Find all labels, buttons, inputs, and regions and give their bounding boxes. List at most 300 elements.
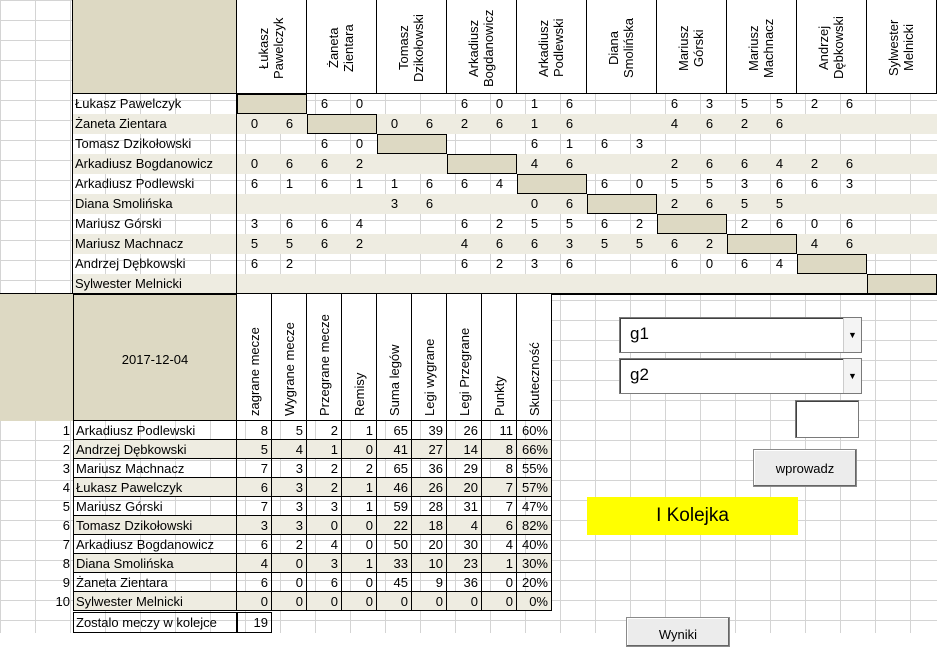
matrix-score-cell[interactable] — [482, 194, 517, 214]
ranking-player-name: Mariusz Górski — [73, 497, 237, 516]
ranking-stat-cell: 7 — [482, 497, 517, 516]
stats-column-header-label: Przegrane mecze — [317, 314, 332, 416]
ranking-stat-cell: 23 — [447, 554, 482, 573]
matrix-score-cell[interactable]: 6 — [600, 176, 609, 191]
matrix-score-cell[interactable] — [272, 194, 307, 214]
matrix-score-cell[interactable] — [902, 174, 937, 194]
player1-combobox[interactable] — [619, 317, 862, 353]
ranking-stat-cell: 0 — [482, 573, 517, 592]
matrix-score-cell[interactable]: 6 — [810, 176, 819, 191]
matrix-score-cell[interactable] — [762, 134, 797, 154]
matrix-score-cell[interactable]: 5 — [587, 234, 622, 254]
matrix-score-cell[interactable]: 6 — [320, 96, 329, 111]
stats-side-block — [0, 294, 73, 421]
matrix-score-cell[interactable]: 6 — [320, 136, 329, 151]
matrix-score-cell[interactable]: 1 — [517, 114, 552, 134]
matrix-score-cell[interactable] — [377, 214, 412, 234]
ranking-stat-cell: 4 — [307, 535, 342, 554]
ranking-stat-cell: 0 — [272, 592, 307, 611]
matrix-score-cell[interactable] — [552, 274, 587, 294]
results-button[interactable]: Wyniki — [626, 617, 730, 647]
matrix-score-cell[interactable]: 5 — [727, 194, 762, 214]
matrix-score-cell[interactable]: 6 — [692, 194, 727, 214]
matrix-score-cell[interactable] — [377, 154, 412, 174]
matrix-score-cell[interactable] — [902, 254, 937, 274]
matrix-score-cell[interactable]: 6 — [412, 194, 447, 214]
matrix-score-cell[interactable]: 2 — [657, 194, 692, 214]
matrix-score-cell[interactable]: 6 — [775, 176, 784, 191]
header-last-name: Dzikołowski — [411, 14, 426, 82]
header-last-name: Górski — [691, 29, 706, 67]
stats-column-header — [517, 294, 552, 421]
matrix-score-cell[interactable] — [797, 194, 832, 214]
ranking-stat-cell: 1 — [342, 554, 377, 573]
matrix-score-cell[interactable] — [902, 154, 937, 174]
matrix-score-cell[interactable]: 1 — [285, 176, 294, 191]
matrix-score-cell[interactable]: 0 — [517, 194, 552, 214]
matrix-column-header-label — [816, 8, 848, 88]
matrix-score-cell[interactable] — [587, 254, 622, 274]
matrix-score-cell[interactable] — [727, 274, 762, 294]
matrix-score-cell[interactable] — [797, 114, 832, 134]
ranking-stat-cell: 0 — [482, 592, 517, 611]
ranking-position: 4 — [62, 480, 70, 495]
matrix-score-cell[interactable]: 6 — [425, 176, 434, 191]
matrix-score-cell[interactable]: 1 — [530, 96, 539, 111]
matrix-score-cell[interactable] — [412, 154, 447, 174]
matrix-score-cell[interactable]: 2 — [727, 114, 762, 134]
matrix-score-cell[interactable]: 5 — [670, 176, 679, 191]
matrix-score-cell[interactable]: 0 — [495, 96, 504, 111]
matrix-row-label: Diana Smolińska — [73, 194, 237, 214]
matrix-score-cell[interactable] — [867, 134, 902, 154]
matrix-score-cell[interactable]: 5 — [237, 234, 272, 254]
matrix-score-cell[interactable]: 3 — [377, 194, 412, 214]
matrix-score-cell[interactable] — [622, 94, 657, 114]
matrix-column-header-label — [396, 8, 428, 88]
matrix-diagonal-cell — [587, 194, 657, 214]
matrix-score-cell[interactable] — [762, 274, 797, 294]
ranking-position: 8 — [62, 556, 70, 571]
matrix-score-cell[interactable] — [867, 254, 902, 274]
matrix-score-cell[interactable]: 5 — [740, 96, 749, 111]
matrix-score-cell[interactable]: 6 — [740, 256, 749, 271]
matrix-score-cell[interactable] — [447, 134, 482, 154]
matrix-score-cell[interactable] — [902, 194, 937, 214]
ranking-stat-cell: 2 — [342, 459, 377, 478]
matrix-score-cell[interactable] — [377, 254, 412, 274]
matrix-score-cell[interactable]: 5 — [272, 234, 307, 254]
matrix-score-cell[interactable]: 0 — [810, 216, 819, 231]
matrix-score-cell[interactable]: 6 — [307, 234, 342, 254]
matrix-score-cell[interactable]: 6 — [692, 114, 727, 134]
stats-column-header-label: Wygrane mecze — [282, 322, 297, 416]
submit-button[interactable]: wprowadz — [753, 449, 857, 487]
matrix-score-cell[interactable] — [447, 194, 482, 214]
matrix-score-cell[interactable]: 6 — [692, 154, 727, 174]
matrix-score-cell[interactable]: 6 — [250, 256, 259, 271]
matrix-row-label: Arkadiusz Podlewski — [73, 174, 237, 194]
matrix-score-cell[interactable]: 2 — [495, 256, 504, 271]
matrix-score-cell[interactable]: 6 — [762, 114, 797, 134]
matrix-column-header-label — [886, 8, 918, 88]
corner-header-cell — [73, 0, 237, 94]
matrix-score-cell[interactable] — [587, 114, 622, 134]
matrix-score-cell[interactable] — [622, 114, 657, 134]
stats-column-header — [272, 294, 307, 421]
ranking-stat-cell: 30% — [517, 554, 552, 573]
matrix-score-cell[interactable]: 3 — [250, 216, 259, 231]
matrix-score-cell[interactable]: 4 — [355, 216, 364, 231]
matrix-score-cell[interactable]: 6 — [600, 216, 609, 231]
matrix-score-cell[interactable]: 2 — [797, 154, 832, 174]
matrix-score-cell[interactable] — [657, 134, 692, 154]
matrix-score-cell[interactable]: 6 — [845, 216, 854, 231]
matrix-score-cell[interactable] — [307, 274, 342, 294]
ranking-stat-cell: 28 — [412, 497, 447, 516]
matrix-column-header — [657, 0, 727, 94]
matrix-score-cell[interactable]: 6 — [460, 96, 469, 111]
stats-column-header-label: Legi wygrane — [422, 338, 437, 416]
header-last-name: Dębkowski — [831, 16, 846, 80]
ranking-position: 7 — [62, 537, 70, 552]
matrix-score-cell[interactable] — [692, 274, 727, 294]
matrix-score-cell[interactable] — [237, 134, 272, 154]
matrix-score-cell[interactable]: 6 — [482, 114, 517, 134]
matrix-score-cell[interactable]: 5 — [705, 176, 714, 191]
matrix-column-header — [797, 0, 867, 94]
ranking-stat-cell: 20% — [517, 573, 552, 592]
matrix-score-cell[interactable]: 2 — [810, 96, 819, 111]
matrix-score-cell[interactable]: 6 — [307, 154, 342, 174]
matrix-score-cell[interactable] — [482, 274, 517, 294]
ranking-stat-cell: 33 — [377, 554, 412, 573]
matrix-score-cell[interactable] — [412, 254, 447, 274]
matrix-score-cell[interactable]: 5 — [775, 96, 784, 111]
matrix-score-cell[interactable] — [902, 114, 937, 134]
ranking-stat-cell: 0 — [342, 573, 377, 592]
matrix-diagonal-cell — [517, 174, 587, 194]
score-input[interactable] — [795, 400, 859, 438]
matrix-score-cell[interactable]: 6 — [670, 256, 679, 271]
matrix-score-cell[interactable] — [412, 234, 447, 254]
matrix-score-cell[interactable] — [622, 274, 657, 294]
ranking-stat-cell: 18 — [412, 516, 447, 535]
matrix-score-cell[interactable] — [342, 274, 377, 294]
ranking-position: 2 — [62, 442, 70, 457]
ranking-stat-cell: 3 — [272, 516, 307, 535]
matrix-score-cell[interactable] — [867, 234, 902, 254]
matrix-score-cell[interactable]: 1 — [355, 176, 364, 191]
matrix-score-cell[interactable] — [587, 154, 622, 174]
matrix-score-cell[interactable]: 0 — [377, 114, 412, 134]
matrix-score-cell[interactable]: 6 — [552, 194, 587, 214]
matrix-score-cell[interactable]: 6 — [832, 154, 867, 174]
matrix-score-cell[interactable] — [412, 274, 447, 294]
matrix-score-cell[interactable]: 5 — [622, 234, 657, 254]
matrix-score-cell[interactable]: 6 — [565, 256, 574, 271]
ranking-stat-cell: 4 — [447, 516, 482, 535]
ranking-stat-cell: 10 — [412, 554, 447, 573]
matrix-score-cell[interactable]: 6 — [517, 234, 552, 254]
matrix-score-cell[interactable] — [692, 134, 727, 154]
matrix-score-cell[interactable]: 6 — [320, 176, 329, 191]
ranking-stat-cell: 82% — [517, 516, 552, 535]
ranking-stat-cell: 30 — [447, 535, 482, 554]
matrix-score-cell[interactable] — [377, 234, 412, 254]
ranking-stat-cell: 2 — [272, 535, 307, 554]
matrix-score-cell[interactable]: 0 — [355, 96, 364, 111]
matrix-row-label: Andrzej Dębkowski — [73, 254, 237, 274]
matrix-score-cell[interactable]: 6 — [482, 234, 517, 254]
ranking-position: 10 — [55, 594, 70, 609]
matrix-score-cell[interactable]: 6 — [412, 114, 447, 134]
matrix-score-cell[interactable] — [902, 234, 937, 254]
matrix-score-cell[interactable] — [412, 214, 447, 234]
ranking-stat-cell: 31 — [447, 497, 482, 516]
matrix-score-cell[interactable]: 4 — [775, 256, 784, 271]
matrix-column-header — [237, 0, 307, 94]
ranking-stat-cell: 20 — [447, 478, 482, 497]
header-last-name: Smolińska — [621, 18, 636, 78]
ranking-stat-cell: 59 — [377, 497, 412, 516]
matrix-score-cell[interactable] — [237, 194, 272, 214]
matrix-score-cell[interactable]: 4 — [495, 176, 504, 191]
ranking-stat-cell: 60% — [517, 421, 552, 440]
matrix-score-cell[interactable]: 2 — [285, 256, 294, 271]
matrix-score-cell[interactable] — [832, 134, 867, 154]
ranking-stat-cell: 14 — [447, 440, 482, 459]
ranking-stat-cell: 0% — [517, 592, 552, 611]
ranking-stat-cell: 1 — [342, 478, 377, 497]
matrix-score-cell[interactable]: 2 — [495, 216, 504, 231]
matrix-score-cell[interactable] — [727, 134, 762, 154]
chevron-down-icon[interactable]: ▼ — [843, 359, 861, 393]
ranking-stat-cell: 5 — [272, 421, 307, 440]
stats-column-header — [412, 294, 447, 421]
matrix-column-header-label — [326, 8, 358, 88]
ranking-stat-cell: 0 — [342, 440, 377, 459]
matrix-score-cell[interactable]: 6 — [460, 256, 469, 271]
matrix-score-cell[interactable]: 5 — [762, 194, 797, 214]
ranking-stat-cell: 3 — [272, 459, 307, 478]
matrix-score-cell[interactable] — [622, 254, 657, 274]
matrix-score-cell[interactable]: 3 — [740, 176, 749, 191]
ranking-stat-cell: 0 — [307, 516, 342, 535]
matrix-score-cell[interactable] — [832, 194, 867, 214]
ranking-stat-cell: 50 — [377, 535, 412, 554]
ranking-stat-cell: 6 — [237, 478, 272, 497]
matrix-score-cell[interactable]: 0 — [355, 136, 364, 151]
matrix-score-cell[interactable] — [237, 274, 272, 294]
matrix-score-cell[interactable] — [867, 94, 902, 114]
matrix-score-cell[interactable]: 2 — [740, 216, 749, 231]
matrix-score-cell[interactable] — [797, 134, 832, 154]
matrix-score-cell[interactable]: 2 — [342, 234, 377, 254]
matrix-score-cell[interactable] — [902, 94, 937, 114]
matrix-score-cell[interactable]: 0 — [705, 256, 714, 271]
stats-column-header-label: Remisy — [352, 372, 367, 416]
ranking-stat-cell: 65 — [377, 459, 412, 478]
matrix-score-cell[interactable]: 6 — [460, 176, 469, 191]
matrix-column-header — [587, 0, 657, 94]
matrix-score-cell[interactable] — [377, 274, 412, 294]
matrix-score-cell[interactable]: 1 — [565, 136, 574, 151]
matrix-diagonal-cell — [447, 154, 517, 174]
matrix-score-cell[interactable]: 3 — [635, 136, 644, 151]
ranking-position: 5 — [62, 499, 70, 514]
matrix-score-cell[interactable]: 2 — [342, 154, 377, 174]
matrix-score-cell[interactable] — [517, 274, 552, 294]
matrix-score-cell[interactable] — [272, 274, 307, 294]
matrix-score-cell[interactable]: 4 — [447, 234, 482, 254]
ranking-stat-cell: 1 — [342, 421, 377, 440]
matrix-score-cell[interactable] — [377, 94, 412, 114]
ranking-stat-cell: 0 — [412, 592, 447, 611]
matrix-score-cell[interactable]: 6 — [727, 154, 762, 174]
matrix-score-cell[interactable] — [867, 194, 902, 214]
stats-column-header — [377, 294, 412, 421]
matrix-score-cell[interactable]: 6 — [600, 136, 609, 151]
matrix-score-cell[interactable]: 6 — [272, 114, 307, 134]
matrix-score-cell[interactable] — [587, 94, 622, 114]
matrix-score-cell[interactable]: 6 — [320, 216, 329, 231]
ranking-player-name: Arkadiusz Bogdanowicz — [73, 535, 237, 554]
matrix-column-header-label — [536, 8, 568, 88]
header-first-name: Diana — [606, 31, 621, 65]
matrix-score-cell[interactable]: 3 — [705, 96, 714, 111]
matrix-score-cell[interactable]: 3 — [552, 234, 587, 254]
matrix-row-label: Mariusz Górski — [73, 214, 237, 234]
matrix-score-cell[interactable]: 2 — [692, 234, 727, 254]
matrix-score-cell[interactable] — [342, 194, 377, 214]
ranking-stat-cell: 1 — [307, 440, 342, 459]
matrix-score-cell[interactable]: 6 — [832, 234, 867, 254]
matrix-score-cell[interactable] — [657, 274, 692, 294]
matrix-score-cell[interactable]: 6 — [775, 216, 784, 231]
matrix-score-cell[interactable] — [867, 174, 902, 194]
matrix-score-cell[interactable]: 3 — [530, 256, 539, 271]
ranking-stat-cell: 22 — [377, 516, 412, 535]
matrix-score-cell[interactable] — [307, 194, 342, 214]
matrix-score-cell[interactable]: 6 — [565, 96, 574, 111]
matrix-score-cell[interactable] — [832, 114, 867, 134]
ranking-stat-cell: 1 — [482, 554, 517, 573]
matrix-score-cell[interactable]: 1 — [390, 176, 399, 191]
ranking-stat-cell: 0 — [342, 535, 377, 554]
ranking-player-name: Łukasz Pawelczyk — [73, 478, 237, 497]
matrix-score-cell[interactable] — [482, 134, 517, 154]
ranking-stat-cell: 7 — [237, 497, 272, 516]
ranking-player-name: Andrzej Dębkowski — [73, 440, 237, 459]
ranking-stat-cell: 0 — [342, 516, 377, 535]
header-last-name: Melnicki — [901, 24, 916, 72]
matrix-score-cell[interactable]: 4 — [517, 154, 552, 174]
ranking-stat-cell: 2 — [307, 421, 342, 440]
matrix-score-cell[interactable]: 6 — [530, 136, 539, 151]
matrix-score-cell[interactable]: 4 — [657, 114, 692, 134]
matrix-score-cell[interactable] — [832, 274, 867, 294]
matrix-score-cell[interactable] — [622, 154, 657, 174]
ranking-stat-cell: 0 — [237, 592, 272, 611]
matrix-score-cell[interactable] — [342, 254, 377, 274]
matrix-score-cell[interactable]: 6 — [272, 154, 307, 174]
matrix-score-cell[interactable]: 2 — [657, 154, 692, 174]
matrix-diagonal-cell — [797, 254, 867, 274]
matrix-score-cell[interactable]: 0 — [635, 176, 644, 191]
matrix-score-cell[interactable]: 6 — [552, 154, 587, 174]
ranking-player-name: Arkadiusz Podlewski — [73, 421, 237, 440]
matrix-score-cell[interactable] — [797, 274, 832, 294]
matrix-score-cell[interactable]: 0 — [237, 154, 272, 174]
header-first-name: Żaneta — [326, 27, 341, 69]
ranking-stat-cell: 3 — [237, 516, 272, 535]
header-first-name: Łukasz — [256, 27, 271, 69]
matrix-score-cell[interactable] — [902, 214, 937, 234]
chevron-down-icon[interactable]: ▼ — [843, 318, 861, 352]
stats-column-header — [447, 294, 482, 421]
ranking-stat-cell: 11 — [482, 421, 517, 440]
matrix-score-cell[interactable]: 6 — [845, 96, 854, 111]
ranking-player-name: Diana Smolińska — [73, 554, 237, 573]
ranking-stat-cell: 2 — [307, 459, 342, 478]
ranking-stat-cell: 2 — [307, 478, 342, 497]
ranking-stat-cell: 8 — [237, 421, 272, 440]
matrix-column-header — [517, 0, 587, 94]
matrix-score-cell[interactable]: 6 — [657, 234, 692, 254]
ranking-stat-cell: 57% — [517, 478, 552, 497]
matrix-score-cell[interactable]: 5 — [530, 216, 539, 231]
ranking-stat-cell: 46 — [377, 478, 412, 497]
header-last-name: Bogdanowicz — [481, 9, 496, 87]
matrix-score-cell[interactable]: 6 — [552, 114, 587, 134]
matrix-score-cell[interactable]: 2 — [447, 114, 482, 134]
matrix-score-cell[interactable] — [867, 214, 902, 234]
matrix-score-cell[interactable]: 4 — [797, 234, 832, 254]
matrix-score-cell[interactable] — [587, 274, 622, 294]
matrix-score-cell[interactable]: 6 — [250, 176, 259, 191]
ranking-stat-cell: 39 — [412, 421, 447, 440]
matrix-score-cell[interactable] — [412, 94, 447, 114]
matrix-score-cell[interactable] — [867, 114, 902, 134]
header-first-name: Andrzej — [816, 25, 831, 71]
matrix-score-cell[interactable]: 4 — [762, 154, 797, 174]
player2-combobox[interactable] — [619, 358, 862, 394]
matrix-column-header-label — [606, 8, 638, 88]
matrix-score-cell[interactable] — [447, 274, 482, 294]
stats-column-header — [307, 294, 342, 421]
matrix-score-cell[interactable] — [272, 134, 307, 154]
matrix-score-cell[interactable]: 3 — [845, 176, 854, 191]
matrix-score-cell[interactable]: 6 — [460, 216, 469, 231]
matrix-column-header-label — [676, 8, 708, 88]
matrix-score-cell[interactable] — [867, 154, 902, 174]
stats-column-header — [342, 294, 377, 421]
matrix-score-cell[interactable]: 6 — [285, 216, 294, 231]
header-last-name: Pawelczyk — [271, 17, 286, 79]
header-first-name: Mariusz — [746, 25, 761, 71]
stats-column-header-label: zagrane mecze — [247, 327, 262, 416]
matrix-score-cell[interactable] — [902, 134, 937, 154]
matrix-score-cell[interactable]: 6 — [670, 96, 679, 111]
matrix-score-cell[interactable] — [307, 254, 342, 274]
matrix-score-cell[interactable]: 2 — [635, 216, 644, 231]
header-last-name: Zientara — [341, 24, 356, 72]
matrix-score-cell[interactable]: 0 — [237, 114, 272, 134]
ranking-position: 1 — [62, 423, 70, 438]
header-last-name: Machnacz — [761, 18, 776, 78]
matrix-score-cell[interactable]: 5 — [565, 216, 574, 231]
